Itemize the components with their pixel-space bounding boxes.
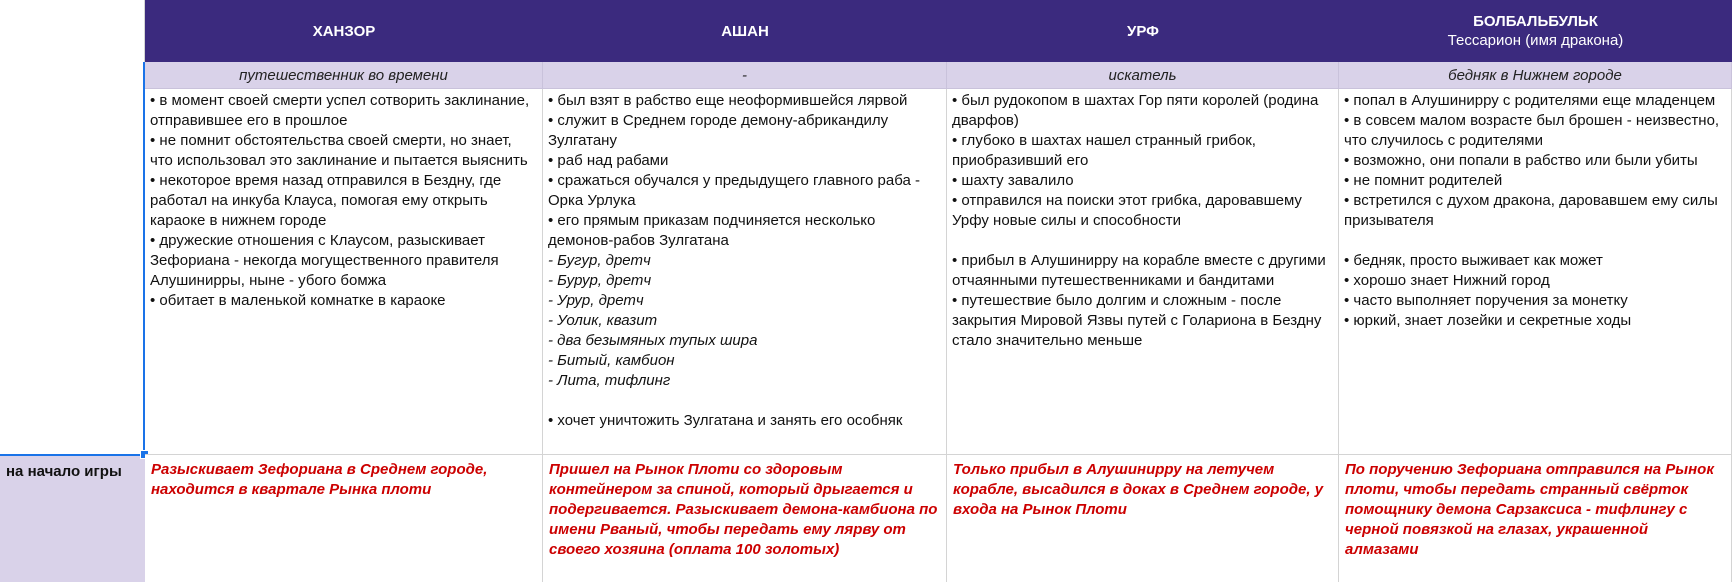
start-cell-hanzor[interactable]: Разыскивает Зефориана в Среднем городе, находится в квартале Рынка плоти xyxy=(145,454,543,582)
bio-line: • путешествие было долгим и сложным - после закрытия Мировой Язвы путей с Голариона в Бездну стало значительно меньше xyxy=(952,292,1322,349)
header-subtitle: Тессарион (имя дракона) xyxy=(1447,32,1624,49)
bio-line: - два безымяных тупых шира xyxy=(548,332,758,349)
role-cell-bolbalbulk[interactable]: бедняк в Нижнем городе xyxy=(1339,62,1732,89)
bio-line xyxy=(548,391,941,411)
bio-line: • в совсем малом возрасте был брошен - неизвестно, что случилось с родителями xyxy=(1344,112,1720,149)
header-cell-urf[interactable] xyxy=(947,0,1339,62)
role-cell-ashan[interactable]: - xyxy=(543,62,947,89)
bio-line: • возможно, они попали в рабство или были убиты xyxy=(1344,152,1698,169)
bio-line: • был рудокопом в шахтах Гор пяти королей (родина дварфов) xyxy=(952,92,1319,129)
bio-line: • его прямым приказам подчиняется несколько демонов-рабов Зулгатана xyxy=(548,212,876,249)
role-cell-hanzor[interactable]: путешественник во времени xyxy=(145,62,543,89)
bio-cell-hanzor[interactable] xyxy=(145,89,543,454)
bio-line: • дружеские отношения с Клаусом, разыскивает Зефориана - некогда могущественного правителя Алушинирры, ныне - убого бомжа xyxy=(150,232,499,289)
bio-line: • в момент своей смерти успел сотворить заклинание, отправившее его в прошлое xyxy=(150,92,530,129)
bio-cell-urf[interactable] xyxy=(947,89,1339,454)
bio-line: - Битый, камбион xyxy=(548,352,675,369)
bio-line: • раб над рабами xyxy=(548,152,669,169)
bio-line: - Бугур, дретч xyxy=(548,252,651,269)
start-cell-ashan[interactable]: Пришел на Рынок Плоти со здоровым контейнером за спиной, который дрыгается и подергивается. Разыскивает демона-камбиона по имени Рваный, чтобы передать ему лярву от своего хозяина (оплата 100 золотых) xyxy=(543,454,947,582)
bio-line: • обитает в маленькой комнатке в караоке xyxy=(150,292,446,309)
bio-line: • глубоко в шахтах нашел странный грибок, приобразивший его xyxy=(952,132,1256,169)
bio-line: • служит в Среднем городе демону-абрикандилу Зулгатану xyxy=(548,112,889,149)
bio-line: • бедняк, просто выживает как может xyxy=(1344,252,1603,269)
header-name: ХАНЗОР xyxy=(312,22,376,40)
header-cell-ashan[interactable] xyxy=(543,0,947,62)
bio-cell-ashan[interactable] xyxy=(543,89,947,454)
row-label-bio[interactable] xyxy=(0,62,145,454)
header-name: БОЛБАЛЬБУЛЬК xyxy=(1473,13,1598,30)
bio-line: • был взят в рабство еще неоформившейся лярвой xyxy=(548,92,908,109)
bio-cell-bolbalbulk[interactable] xyxy=(1339,89,1732,454)
header-name: АШАН xyxy=(721,22,769,40)
bio-line: • хочет уничтожить Зулгатана и занять его особняк xyxy=(548,412,903,429)
header-name: УРФ xyxy=(1127,22,1159,40)
header-cell-hanzor[interactable] xyxy=(145,0,543,62)
bio-line: • прибыл в Алушинирру на корабле вместе с другими отчаянными путешественниками и бандитами xyxy=(952,252,1326,289)
bio-line xyxy=(1344,231,1726,251)
bio-line: - Бурур, дретч xyxy=(548,272,652,289)
bio-line: • не помнит обстоятельства своей смерти, но знает, что использовал это заклинание и пытается выяснить xyxy=(150,132,528,169)
bio-line: • попал в Алушинирру с родителями еще младенцем xyxy=(1344,92,1716,109)
bio-line: • часто выполняет поручения за монетку xyxy=(1344,292,1628,309)
header-cell-bolbalbulk[interactable] xyxy=(1339,0,1732,62)
bio-line: • шахту завалило xyxy=(952,172,1074,189)
start-cell-bolbalbulk[interactable]: По поручению Зефориана отправился на Рынок плоти, чтобы передать странный свёрток помощнику демона Сарзаксиса - тифлингу с черной повязкой на глазах, украшенной алмазами xyxy=(1339,454,1732,582)
bio-line: - Урур, дретч xyxy=(548,292,644,309)
row-label-start[interactable]: на начало игры xyxy=(0,454,145,582)
bio-line: • встретился с духом дракона, даровавшем ему силы призывателя xyxy=(1344,192,1718,229)
bio-line: • не помнит родителей xyxy=(1344,172,1503,189)
start-cell-urf[interactable]: Только прибыл в Алушинирру на летучем корабле, высадился в доках в Среднем городе, у входа на Рынок Плоти xyxy=(947,454,1339,582)
role-cell-urf[interactable]: искатель xyxy=(947,62,1339,89)
bio-line: • юркий, знает лозейки и секретные ходы xyxy=(1344,312,1632,329)
bio-line xyxy=(952,231,1333,251)
bio-line: • некоторое время назад отправился в Бездну, где работал на инкуба Клауса, помогая ему открыть караоке в нижнем городе xyxy=(150,172,502,229)
bio-line: • отправился на поиски этот грибка, даровавшему Урфу новые силы и способности xyxy=(952,192,1302,229)
bio-line: • хорошо знает Нижний город xyxy=(1344,272,1550,289)
corner-cell[interactable] xyxy=(0,0,145,62)
bio-line: - Лита, тифлинг xyxy=(548,372,671,389)
bio-line: • сражаться обучался у предыдущего главного раба - Орка Урлука xyxy=(548,172,920,209)
bio-line: - Уолик, квазит xyxy=(548,312,658,329)
